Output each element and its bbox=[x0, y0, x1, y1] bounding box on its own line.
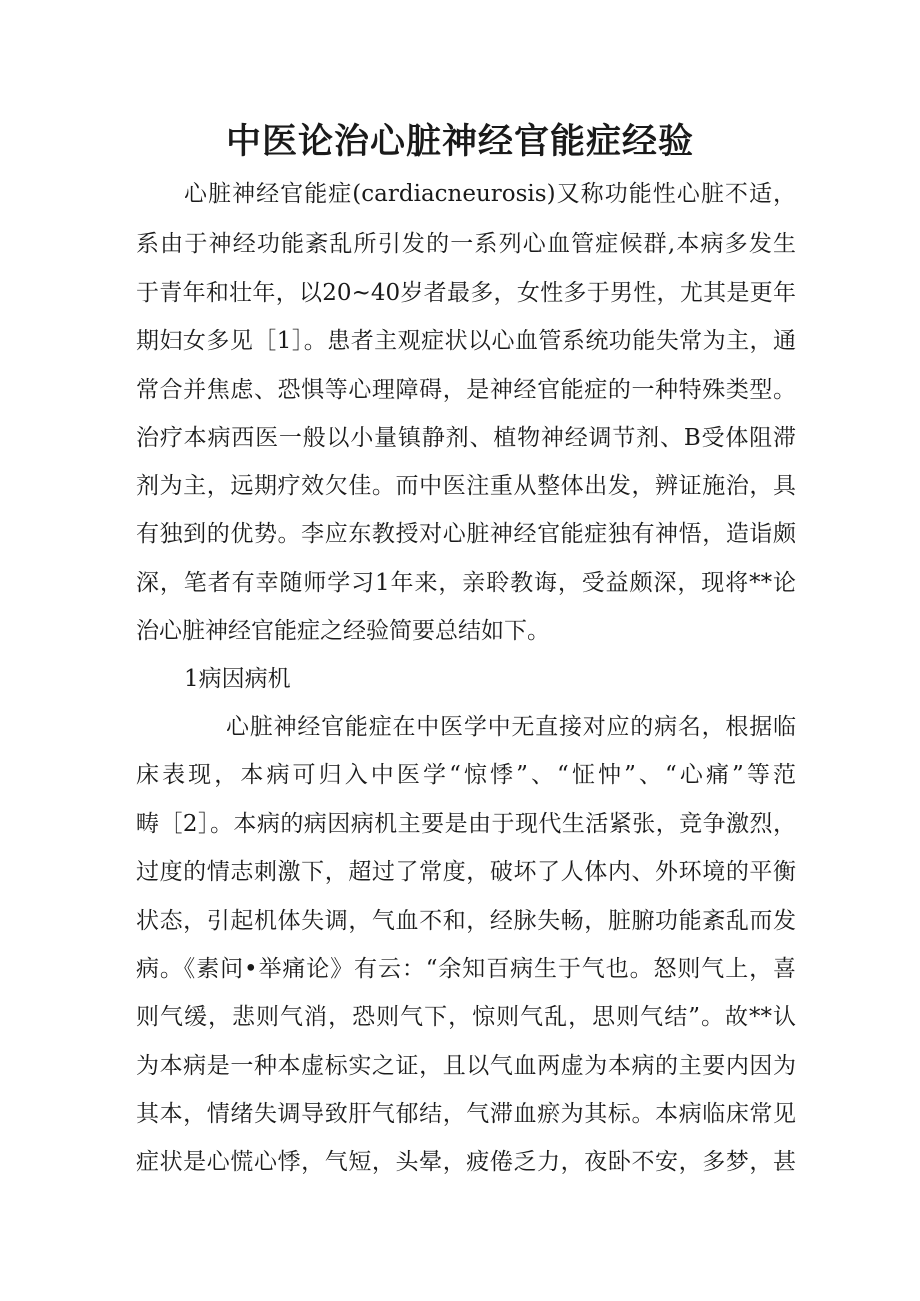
paragraph-line: 有独到的优势。李应东教授对心脏神经官能症独有神悟，造诣颇 bbox=[136, 521, 796, 547]
paragraph-line: 心脏神经官能症在中医学中无直接对应的病名，根据临 bbox=[226, 714, 796, 740]
paragraph-line: 畴［2］。本病的病因病机主要是由于现代生活紧张，竞争激烈， bbox=[136, 811, 796, 837]
section-heading: 1病因病机 bbox=[184, 666, 291, 692]
paragraph-line: 床表现，本病可归入中医学“惊悸”、“怔忡”、“心痛”等范 bbox=[136, 762, 796, 788]
paragraph-line: 常合并焦虑、恐惧等心理障碍，是神经官能症的一种特殊类型。 bbox=[136, 377, 796, 403]
paragraph-line: 状态，引起机体失调，气血不和，经脉失畅，脏腑功能紊乱而发 bbox=[136, 908, 796, 934]
paragraph-line: 其本，情绪失调导致肝气郁结，气滞血瘀为其标。本病临床常见 bbox=[136, 1101, 796, 1127]
paragraph-line: 系由于神经功能紊乱所引发的一系列心血管症候群,本病多发生 bbox=[136, 231, 796, 257]
paragraph-line: 剂为主，远期疗效欠佳。而中医注重从整体出发，辨证施治，具 bbox=[136, 473, 796, 499]
paragraph-line: 病。《素问•举痛论》有云：“余知百病生于气也。怒则气上，喜 bbox=[136, 956, 796, 982]
paragraph-line: 过度的情志刺激下，超过了常度，破坏了人体内、外环境的平衡 bbox=[136, 859, 796, 885]
paragraph-line: 期妇女多见［1］。患者主观症状以心血管系统功能失常为主，通 bbox=[136, 328, 796, 354]
paragraph-line: 于青年和壮年，以20~40岁者最多，女性多于男性，尤其是更年 bbox=[136, 280, 796, 306]
paragraph-line: 心脏神经官能症(cardiacneurosis)又称功能性心脏不适， bbox=[184, 181, 796, 207]
paragraph-line: 治心脏神经官能症之经验简要总结如下。 bbox=[136, 618, 550, 644]
paragraph-line: 治疗本病西医一般以小量镇静剂、植物神经调节剂、B受体阻滞 bbox=[136, 425, 796, 451]
paragraph-line: 则气缓，悲则气消，恐则气下，惊则气乱，思则气结”。故**认 bbox=[136, 1004, 796, 1030]
paragraph-line: 深，笔者有幸随师学习1年来，亲聆教诲，受益颇深，现将**论 bbox=[136, 570, 796, 596]
paragraph-line: 症状是心慌心悸，气短，头晕，疲倦乏力，夜卧不安，多梦，甚 bbox=[136, 1149, 796, 1175]
paragraph-line: 为本病是一种本虚标实之证，且以气血两虚为本病的主要内因为 bbox=[136, 1053, 796, 1079]
document-title: 中医论治心脏神经官能症经验 bbox=[225, 122, 694, 162]
